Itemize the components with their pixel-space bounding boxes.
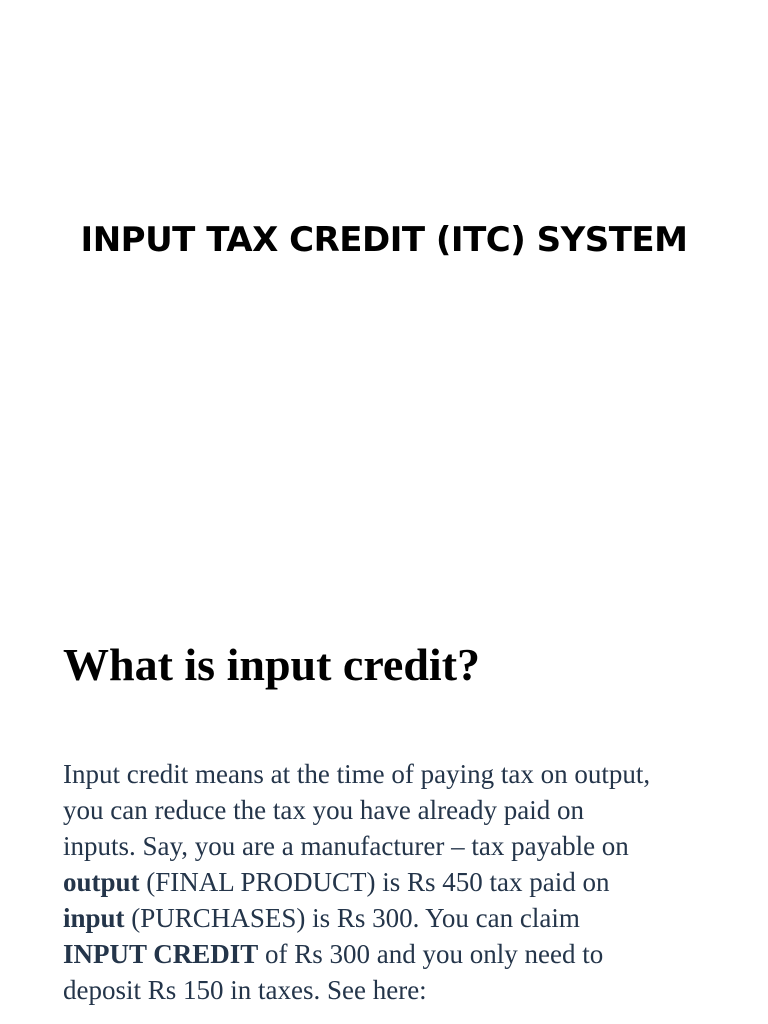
body-line-4 [63,864,733,900]
body-line-3 [63,828,733,864]
body-line-6 [63,936,733,972]
slide-heading: What is input credit? [63,639,481,690]
body-line-text: inputs. Say, you are a manufacturer – tax payable on [63,831,629,861]
body-line-5 [63,900,733,936]
body-line-text: (PURCHASES) is Rs 300. You can claim [124,903,580,933]
body-line-7 [63,972,733,1008]
body-line-1 [63,756,733,792]
body-line-text: you can reduce the tax you have already paid on [63,795,585,825]
body-line-text: of Rs 300 and you only need to [258,939,604,969]
slide-input-credit [0,512,768,1024]
body-line-2 [63,792,733,828]
slide-body [63,756,733,1008]
body-line-text: (FINAL PRODUCT) is Rs 450 tax paid on [139,867,610,897]
bold-term: input [63,903,125,933]
bold-term: output [63,867,140,897]
body-line-text: deposit Rs 150 in taxes. See here: [63,975,427,1005]
body-line-text: Input credit means at the time of paying tax on output, [63,759,651,789]
bold-term: INPUT CREDIT [63,939,259,969]
slide-title-text: INPUT TAX CREDIT (ITC) SYSTEM [80,220,688,260]
